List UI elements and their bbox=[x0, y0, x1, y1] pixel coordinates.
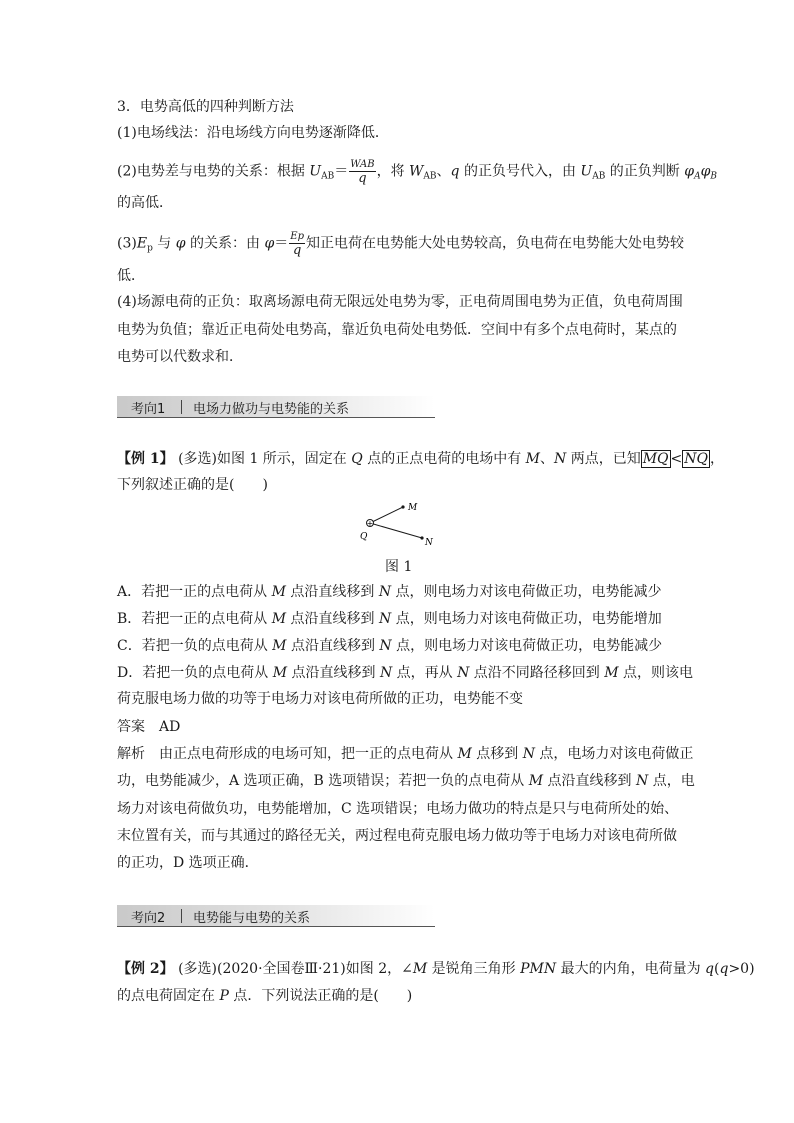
topic-title: 电势能与电势的关系 bbox=[193, 911, 311, 926]
line-q-n bbox=[370, 523, 422, 538]
label-q: Q bbox=[360, 532, 368, 542]
topic-title: 电场力做功与电势能的关系 bbox=[193, 402, 350, 417]
section-title: 3．电势高低的四种判断方法 bbox=[117, 99, 294, 115]
figure-1-caption: 图 1 bbox=[385, 559, 413, 575]
option-b: B．若把一正的点电荷从 M 点沿直线移到 N 点，则电场力对该电荷做正功，电势能增加 bbox=[117, 611, 662, 627]
fraction-ep-over-q: $\frac{Ep}{q}$ bbox=[290, 231, 304, 258]
topic-tag: 考向2 bbox=[131, 911, 166, 926]
answer: 答案 AD bbox=[117, 719, 181, 735]
example-2-line1: 【例 2】 (多选)(2020·全国卷Ⅲ·21)如图 2，∠M 是锐角三角形 PMN 最大的内角，电荷量为 q(q>0) bbox=[117, 961, 755, 977]
method-3: $(3)E_p$ 与 φ 的关系：由 φ＝ $\frac{Ep}{q}$ 知正电荷在电势能大处电势较高，负电荷在电势能大处电势较 bbox=[117, 231, 684, 258]
option-a: A．若把一正的点电荷从 M 点沿直线移到 N 点，则电场力对该电荷做正功，电势能减少 bbox=[117, 584, 662, 600]
example-2-line2: 的点电荷固定在 P 点．下列说法正确的是( ) bbox=[117, 988, 413, 1004]
line-q-m bbox=[370, 507, 403, 523]
option-d-line2: 荷克服电场力做的功等于电场力对该电荷所做的正功，电势能不变 bbox=[117, 691, 523, 707]
solution-line4: 末位置有关，而与其通过的路径无关，两过程电荷克服电场力做功等于电场力对该电荷所做 bbox=[117, 828, 677, 844]
topic-bar-1 bbox=[117, 396, 435, 418]
example-1-line1: 【例 1】 (多选)如图 1 所示，固定在 Q 点的正点电荷的电场中有 M、N 两点，已知 MQ < NQ ， bbox=[117, 451, 724, 467]
example-1-line2: 下列叙述正确的是( ) bbox=[117, 477, 268, 493]
topic-bar-2 bbox=[117, 905, 435, 927]
plus-sign: + bbox=[366, 519, 374, 528]
method-1: (1)电场线法：沿电场线方向电势逐渐降低． bbox=[117, 125, 389, 141]
fraction-wab-over-q: $\frac{\text{WAB}}{q}$ bbox=[350, 159, 375, 186]
solution-line5: 的正功，D 选项正确． bbox=[117, 855, 259, 871]
method-2: (2)电势差与电势的关系：根据 $U_{AB}=$ $\frac{\text{WAB}}{q}$ ，将 $W_{AB}$、q 的正负号代入，由 $U_{AB}$ 的正负判断 $\varphi_A\varphi_B$ bbox=[117, 159, 718, 186]
method-4-line3: 电势可以代数求和． bbox=[117, 349, 243, 365]
label-m: M bbox=[408, 503, 418, 513]
method-3-tail: 低． bbox=[117, 268, 145, 284]
method-2-tail: 的高低． bbox=[117, 195, 173, 211]
option-d: D．若把一负的点电荷从 M 点沿直线移到 N 点，再从 N 点沿不同路径移回到 M 点，则该电 bbox=[117, 665, 694, 681]
figure-1-diagram bbox=[355, 497, 445, 553]
label-n: N bbox=[425, 538, 433, 548]
method-4-line1: (4)场源电荷的正负：取离场源电荷无限远处电势为零，正电荷周围电势为正值，负电荷周围 bbox=[117, 294, 683, 310]
method-4-line2: 电势为负值；靠近正电荷处电势高，靠近负电荷处电势低．空间中有多个点电荷时，某点的 bbox=[117, 322, 677, 338]
solution-line1: 解析 由正点电荷形成的电场可知，把一正的点电荷从 M 点移到 N 点，电场力对该电荷做正 bbox=[117, 746, 694, 762]
topic-tag: 考向1 bbox=[131, 402, 166, 417]
point-n bbox=[420, 536, 423, 539]
solution-line2: 功，电势能减少，A 选项正确，B 选项错误；若把一负的点电荷从 M 点沿直线移到 N 点，电 bbox=[117, 773, 695, 789]
solution-line3: 场力对该电荷做负功，电势能增加，C 选项错误；电场力做功的特点是只与电荷所处的始、 bbox=[117, 801, 679, 817]
option-c: C．若把一负的点电荷从 M 点沿直线移到 N 点，则电场力对该电荷做正功，电势能减少 bbox=[117, 638, 663, 654]
point-m bbox=[401, 505, 404, 508]
